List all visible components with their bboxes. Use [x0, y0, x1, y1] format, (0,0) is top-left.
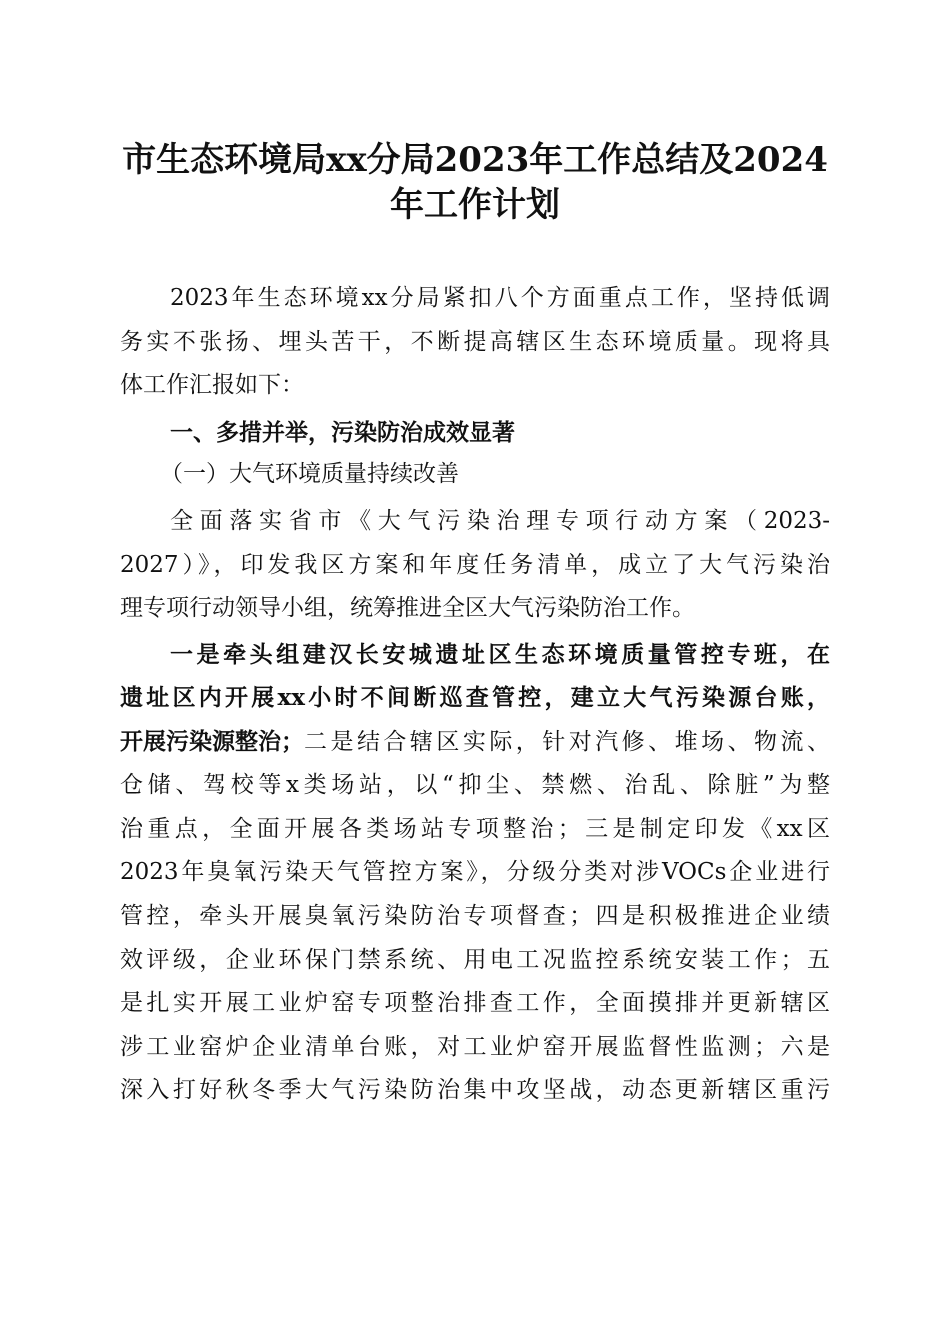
text-span: 二是结合辖区实际，针对汽修、堆场、物流、 — [304, 729, 830, 755]
text-line: 遗址区内开展xx小时不间断巡查管控，建立大气污染源台账， — [120, 684, 830, 711]
text-line: 深入打好秋冬季大气污染防治集中攻坚战，动态更新辖区重污 — [120, 1077, 830, 1103]
text-line — [120, 728, 830, 756]
subsection-heading: （一）大气环境质量持续改善 — [160, 461, 459, 487]
section-heading: 一、多措并举，污染防治成效显著 — [170, 419, 515, 446]
text-line: 仓储、驾校等x类场站，以“抑尘、禁燃、治乱、除脏”为整 — [120, 772, 830, 798]
text-line: 2023年臭氧污染天气管控方案》，分级分类对涉VOCs企业进行 — [120, 859, 830, 885]
text-line: 2023年生态环境xx分局紧扣八个方面重点工作，坚持低调 — [170, 285, 830, 311]
text-span: 开展污染源整治； — [120, 728, 304, 755]
text-line: 务实不张扬、埋头苦干，不断提高辖区生态环境质量。现将具 — [120, 329, 830, 355]
text-line: 理专项行动领导小组，统筹推进全区大气污染防治工作。 — [120, 595, 695, 621]
title-line: 年工作计划 — [390, 185, 560, 225]
text-line: 2027）》，印发我区方案和年度任务清单，成立了大气污染治 — [120, 552, 830, 578]
text-line: 治重点，全面开展各类场站专项整治；三是制定印发《xx区 — [120, 816, 830, 842]
text-line: 体工作汇报如下： — [120, 372, 304, 398]
text-line: 全面落实省市《大气污染治理专项行动方案（2023- — [170, 508, 830, 534]
title-line: 市生态环境局xx分局2023年工作总结及2024 — [122, 140, 828, 180]
text-line: 是扎实开展工业炉窑专项整治排查工作，全面摸排并更新辖区 — [120, 990, 830, 1016]
text-line: 管控，牵头开展臭氧污染防治专项督查；四是积极推进企业绩 — [120, 903, 830, 929]
text-line: 涉工业窑炉企业清单台账，对工业炉窑开展监督性监测；六是 — [120, 1034, 830, 1060]
text-line: 效评级，企业环保门禁系统、用电工况监控系统安装工作；五 — [120, 947, 830, 973]
text-line: 一是牵头组建汉长安城遗址区生态环境质量管控专班，在 — [170, 641, 830, 668]
